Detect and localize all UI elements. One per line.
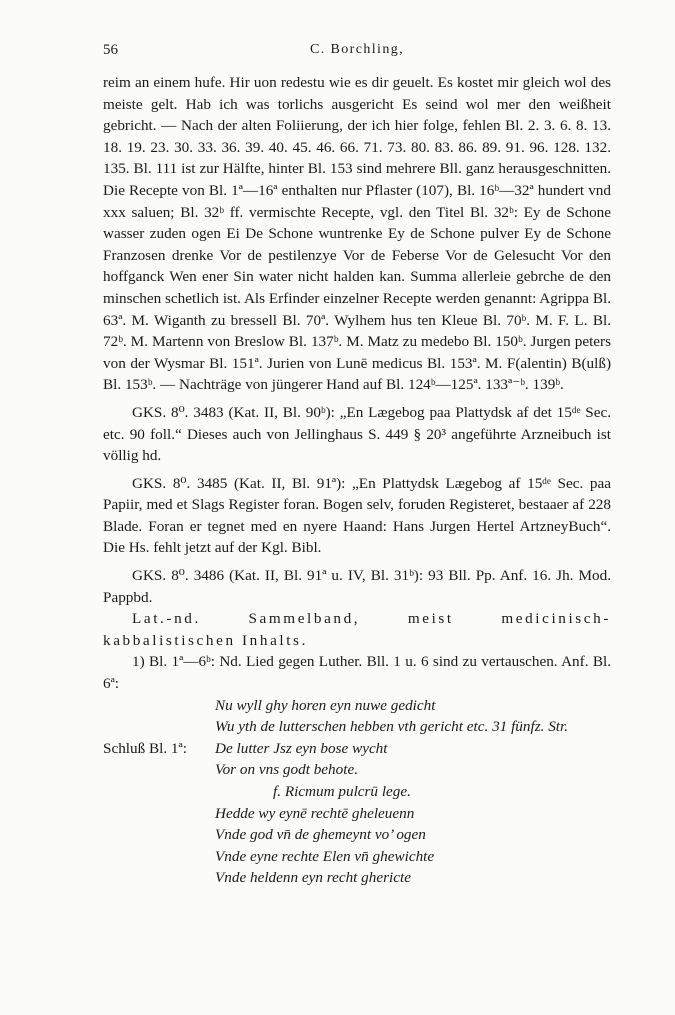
verse-line: Vnde heldenn eyn recht ghericte [215,869,411,887]
paragraph-gks-3486: GKS. 8⁰. 3486 (Kat. II, Bl. 91ª u. IV, Bl. 31ᵇ): 93 Bll. Pp. Anf. 16. Jh. Mod. Pappbd. [103,567,611,606]
verse-anfang [215,695,611,738]
verse-line: Vor on vns godt behote. [215,761,358,779]
verse-schluss-cont [215,759,611,781]
verse-line: Vnde eyne rechte Elen vn̄ ghewichte [215,847,435,865]
verse-rest [215,803,611,889]
verse-line: Hedde wy eynē rechtē gheleuenn [215,804,415,822]
verse-line: De lutter Jsz eyn bose wycht [215,739,388,757]
page-number: 56 [103,42,118,58]
verse-line: Nu wyll ghy horen eyn nuwe gedicht [215,696,436,714]
page-header [103,42,611,64]
verse-centered-line: f. Ricmum pulcrū lege. [273,783,411,800]
verse-line: Vnde god vn̄ de ghemeynt vo’ ogen [215,826,426,844]
paragraph-sammelband: Lat.-nd. Sammelband, meist medicinisch-kabbalistischen Inhalts. [103,610,611,649]
verse-line: Wu yth de lutterschen hebben vth gericht etc. 31 fünfz. Str. [215,718,569,736]
paragraph-gks-3485: GKS. 8⁰. 3485 (Kat. II, Bl. 91ª): „En Plattydsk Lægebog af 15ᵈᵉ Sec. paa Papiir, med et Slags Register foran. Bogen selv, foruden Registeret, bestaaer af 228 Blade. Foran er tegnet med en nyere Haand: Hans Jurgen Hertel ArtzneyBuch“. Die Hs. fehlt jetzt auf der Kgl. Bibl. [103,474,611,557]
verse-schluss [103,738,611,760]
paragraph-recipes: reim an einem hufe. Hir uon redestu wie es dir geuelt. Es kostet mir gleich wol des meiste gelt. Hab ich was torlichs ausgericht Es seind wol mer den weißheit gebricht. — Nach der alten Foliierung, der ich hier folge, fehlen Bl. 2. 3. 6. 8. 13. 18. 19. 23. 30. 33. 36. 39. 40. 45. 46. 66. 71. 73. 80. 83. 86. 89. 91. 96. 128. 132. 135. Bl. 111 ist zur Hälfte, hinter Bl. 153 sind mehrere Bll. ganz herausgeschnitten. Die Recepte von Bl. 1ª—16ª enthalten nur Pflaster (107), Bl. 16ᵇ—32ª hundert vnd xxx saluen; Bl. 32ᵇ ff. vermischte Recepte, vgl. den Titel Bl. 32ᵇ: Ey de Schone wasser zuden ogen Ei De Schone wuntrenke Ey de Schone pulver Ey de Schone Franzosen drenke Vor de pestilenzye Vor de Feberse Vor de Gelesucht Vor den hoffganck Wen ener Sin water nicht halden kan. Summa allerleie gebrche de den minschen schetlich ist. Als Erfinder einzelner Recepte werden genannt: Agrippa Bl. 63ª. M. Wiganth zu bressell Bl. 70ª. Wylhem hus ten Kleue Bl. 70ᵇ. M. F. L. Bl. 72ᵇ. M. Martenn von Breslow Bl. 137ᵇ. M. Matz zu medebo Bl. 150ᵇ. Jurgen peters von der Wysmar Bl. 151ª. Jurien von Lunē medicus Bl. 153ª. M. F(alentin) B(ulß) Bl. 153ᵇ. — Nachträge von jüngerer Hand auf Bl. 124ᵇ—125ª. 133ª⁻ᵇ. 139ᵇ. [103,74,611,394]
schluss-label: Schluß Bl. 1ª: [103,739,187,757]
paragraph-gks-3483: GKS. 8⁰. 3483 (Kat. II, Bl. 90ᵇ): „En Lægebog paa Plattydsk af det 15ᵈᵉ Sec. etc. 90 foll.“ Dieses auch von Jellinghaus S. 449 § 20³ angeführte Arzneibuch ist völlig hd. [103,403,611,465]
running-title: C. Borchling, [309,42,405,57]
main-text [103,72,611,889]
paragraph-lied: 1) Bl. 1ª—6ᵇ: Nd. Lied gegen Luther. Bll. 1 u. 6 sind zu vertauschen. Anf. Bl. 6ª: [103,653,611,693]
